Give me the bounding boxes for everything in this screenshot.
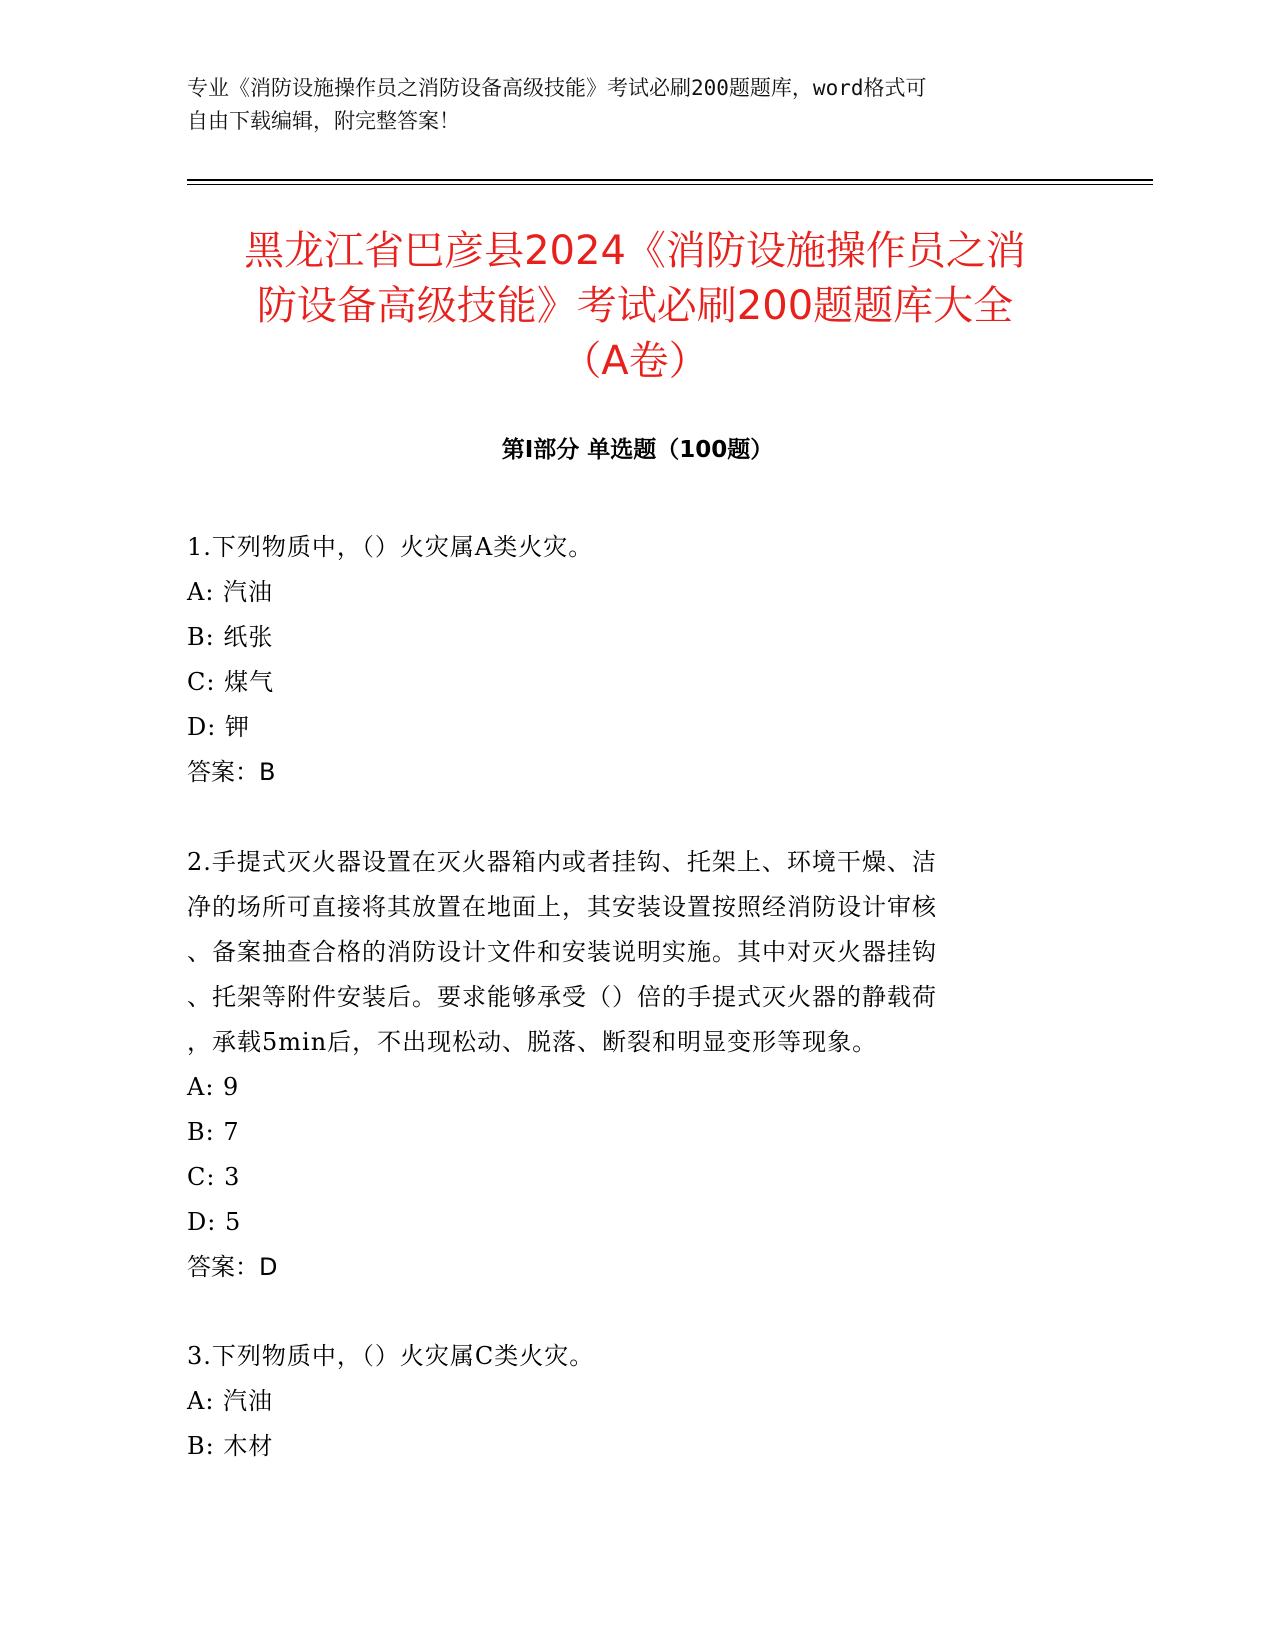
- section-title: 第Ⅰ部分 单选题（100题）: [501, 437, 774, 463]
- option-b: B: 7: [187, 1118, 240, 1146]
- option-b: B: 木材: [187, 1432, 274, 1460]
- answer: 答案：D: [187, 1253, 278, 1281]
- option-b: B: 纸张: [187, 623, 274, 651]
- question-stem: 3.下列物质中，（）火灾属C类火灾。: [187, 1342, 595, 1370]
- question-stem-line-4: 、托架等附件安装后。要求能够承受（）倍的手提式灭火器的静载荷: [187, 983, 937, 1011]
- option-c: C: 煤气: [187, 668, 275, 696]
- question-2: [187, 840, 1067, 1290]
- title-line-1: 黑龙江省巴彦县2024《消防设施操作员之消: [244, 228, 1026, 274]
- header-divider-thin: [187, 184, 1153, 185]
- question-stem-line-2: 净的场所可直接将其放置在地面上，其安装设置按照经消防设计审核: [187, 893, 937, 921]
- header-note-line-1: 专业《消防设施操作员之消防设备高级技能》考试必刷200题题库，word格式可: [187, 76, 927, 100]
- question-stem-line-5: ，承载5min后，不出现松动、脱落、断裂和明显变形等现象。: [187, 1028, 878, 1056]
- header-note: [187, 72, 1067, 138]
- document-title: [170, 224, 1100, 389]
- option-c: C: 3: [187, 1163, 241, 1191]
- header-divider-thick: [187, 179, 1153, 181]
- question-stem-line-3: 、备案抽查合格的消防设计文件和安装说明实施。其中对灭火器挂钩: [187, 938, 937, 966]
- option-a: A: 汽油: [187, 1387, 274, 1415]
- option-d: D: 5: [187, 1208, 242, 1236]
- option-a: A: 汽油: [187, 578, 274, 606]
- title-line-3: （A卷）: [561, 338, 709, 384]
- question-3: [187, 1334, 1067, 1469]
- answer: 答案：B: [187, 758, 276, 786]
- question-stem: 1.下列物质中，（）火灾属A类火灾。: [187, 533, 594, 561]
- header-note-line-2: 自由下载编辑，附完整答案！: [187, 109, 460, 133]
- question-1: [187, 525, 1067, 795]
- option-d: D: 钾: [187, 713, 250, 741]
- option-a: A: 9: [187, 1073, 240, 1101]
- title-line-2: 防设备高级技能》考试必刷200题题库大全: [256, 283, 1014, 329]
- question-stem-line-1: 2.手提式灭火器设置在灭火器箱内或者挂钩、托架上、环境干燥、洁: [187, 848, 937, 876]
